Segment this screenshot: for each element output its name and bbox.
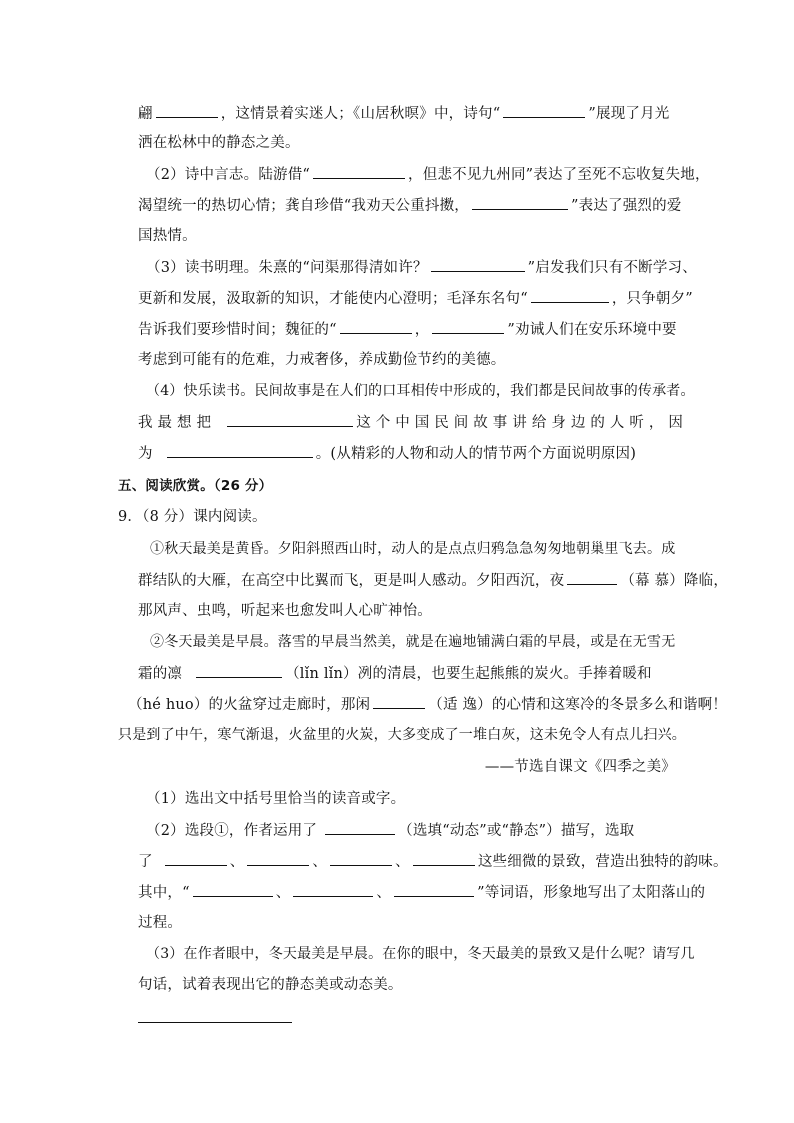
text: ，但悲不见九州同”表达了至死不忘收复失地， — [408, 167, 710, 183]
sub-question — [146, 820, 686, 841]
sub-question: （3）在作者眼中，冬天最美是早晨。在你的眼中，冬天最美的景致又是什么呢？请写几 — [146, 946, 695, 962]
text: （hé huo）的火盆穿过走廊时，那闲 — [128, 697, 371, 713]
text: ”劝诫人们在安乐环境中要 — [507, 322, 677, 338]
answer-blank[interactable] — [340, 319, 412, 334]
answer-blank[interactable] — [156, 103, 218, 118]
answer-blank[interactable] — [394, 882, 474, 897]
text: 霜的凛 — [138, 666, 183, 682]
text: 了 — [138, 854, 153, 870]
text: 、 — [395, 854, 410, 870]
text: ，只争朝夕” — [611, 291, 693, 307]
text: 翩 — [138, 106, 153, 122]
text-line — [138, 319, 678, 340]
text-line: 考虑到可能有的危难，力戒奢侈，养成勤俭节约的美德。 — [138, 352, 506, 368]
answer-blank[interactable] — [503, 103, 585, 118]
text: （3）读书明理。朱熹的“问渠那得清如许？ — [146, 260, 428, 276]
text: ”启发我们只有不断学习、 — [527, 260, 697, 276]
question-title: 9．（8 分）课内阅读。 — [118, 509, 267, 525]
text: 为 — [138, 446, 153, 462]
answer-blank[interactable] — [431, 257, 525, 272]
text: 我 最 想 把 — [138, 415, 212, 431]
text-line: 国热情。 — [138, 228, 197, 244]
passage-line — [138, 570, 729, 591]
section-heading: 五、阅读欣赏。（26 分） — [118, 478, 273, 494]
text: 更新和发展，汲取新的知识，才能使内心澄明；毛泽东名句“ — [138, 291, 528, 307]
text-line — [146, 164, 710, 185]
passage-source: ——节选自课文《四季之美》 — [484, 759, 676, 775]
text: （2）诗中言志。陆游借“ — [146, 167, 311, 183]
text: 、 — [229, 854, 245, 870]
passage-line: 那风声、虫鸣，听起来也愈发叫人心旷神怡。 — [138, 603, 432, 619]
text: 。(从精彩的人物和动人的情节两个方面说明原因) — [315, 446, 637, 462]
answer-line[interactable] — [138, 1021, 292, 1023]
text: 群结队的大雁，在高空中比翼而飞，更是叫人感动。夕阳西沉，夜 — [138, 573, 565, 589]
text: 、 — [376, 885, 392, 901]
text: 其中，“ — [138, 885, 190, 901]
text: （适 逸）的心情和这寒冷的冬景多么和谐啊！ — [428, 697, 728, 713]
sub-question: （1）选出文中括号里恰当的读音或字。 — [146, 791, 406, 807]
text: （幕 慕）降临， — [620, 573, 729, 589]
answer-blank[interactable] — [373, 694, 425, 709]
text: （lǐn lǐn）冽的清晨，也要生起熊熊的炭火。手捧着暖和 — [285, 666, 652, 682]
text: 渴望统一的热切心情；龚自珍借“我劝天公重抖擞， — [138, 198, 470, 214]
answer-blank[interactable] — [193, 882, 273, 897]
text: ， — [414, 322, 430, 338]
answer-blank[interactable] — [196, 663, 282, 678]
answer-blank[interactable] — [293, 882, 373, 897]
text: ，这情景着实迷人；《山居秋暝》中，诗句“ — [220, 106, 501, 122]
text-line — [138, 288, 693, 309]
sub-question-line — [138, 851, 728, 872]
text: 这 个 中 国 民 间 故 事 讲 给 身 边 的 人 听 ， 因 — [356, 415, 684, 431]
answer-blank[interactable] — [167, 443, 313, 458]
answer-blank[interactable] — [313, 164, 405, 179]
text: ”等词语，形象地写出了太阳落山的 — [477, 885, 706, 901]
answer-blank[interactable] — [247, 851, 309, 866]
answer-blank[interactable] — [227, 412, 353, 427]
text-line — [146, 257, 697, 278]
text: 、 — [275, 885, 291, 901]
text-line — [138, 103, 678, 124]
passage-line: ②冬天最美是早晨。落雪的早晨当然美，就是在遍地铺满白霜的早晨，或是在无雪无 — [150, 634, 676, 650]
passage-line — [138, 663, 678, 684]
text-line — [138, 443, 678, 464]
passage-line: ①秋天最美是黄昏。夕阳斜照西山时，动人的是点点归鸦急急匆匆地朝巢里飞去。成 — [150, 541, 676, 557]
text: ”表达了强烈的爱 — [571, 198, 682, 214]
text-line — [138, 412, 684, 433]
text-line: 洒在松林中的静态之美。 — [138, 135, 300, 151]
answer-blank[interactable] — [531, 288, 609, 303]
text: ”展现了月光 — [588, 106, 670, 122]
passage-line — [128, 694, 728, 715]
answer-blank[interactable] — [165, 851, 227, 866]
answer-blank[interactable] — [567, 570, 617, 585]
text-line: （4）快乐读书。民间故事是在人们的口耳相传中形成的，我们都是民间故事的传承者。 — [146, 383, 695, 399]
answer-blank[interactable] — [325, 820, 395, 835]
text: （2）选段①，作者运用了 — [146, 823, 318, 839]
text: 、 — [312, 854, 328, 870]
answer-blank[interactable] — [472, 195, 568, 210]
sub-question-line — [138, 882, 706, 903]
answer-blank[interactable] — [413, 851, 475, 866]
text: 这些细微的景致，营造出独特的韵味。 — [477, 854, 728, 870]
answer-blank[interactable] — [432, 319, 504, 334]
text-line — [138, 195, 682, 216]
answer-blank[interactable] — [330, 851, 392, 866]
sub-question-line: 过程。 — [138, 915, 183, 931]
passage-line: 只是到了中午，寒气渐退，火盆里的火炭，大多变成了一堆白灰，这未免令人有点儿扫兴。 — [118, 727, 686, 743]
sub-question-line: 句话，试着表现出它的静态美或动态美。 — [138, 977, 403, 993]
text: 告诉我们要珍惜时间；魏征的“ — [138, 322, 337, 338]
text: （选填“动态”或“静态”）描写，选取 — [398, 823, 635, 839]
